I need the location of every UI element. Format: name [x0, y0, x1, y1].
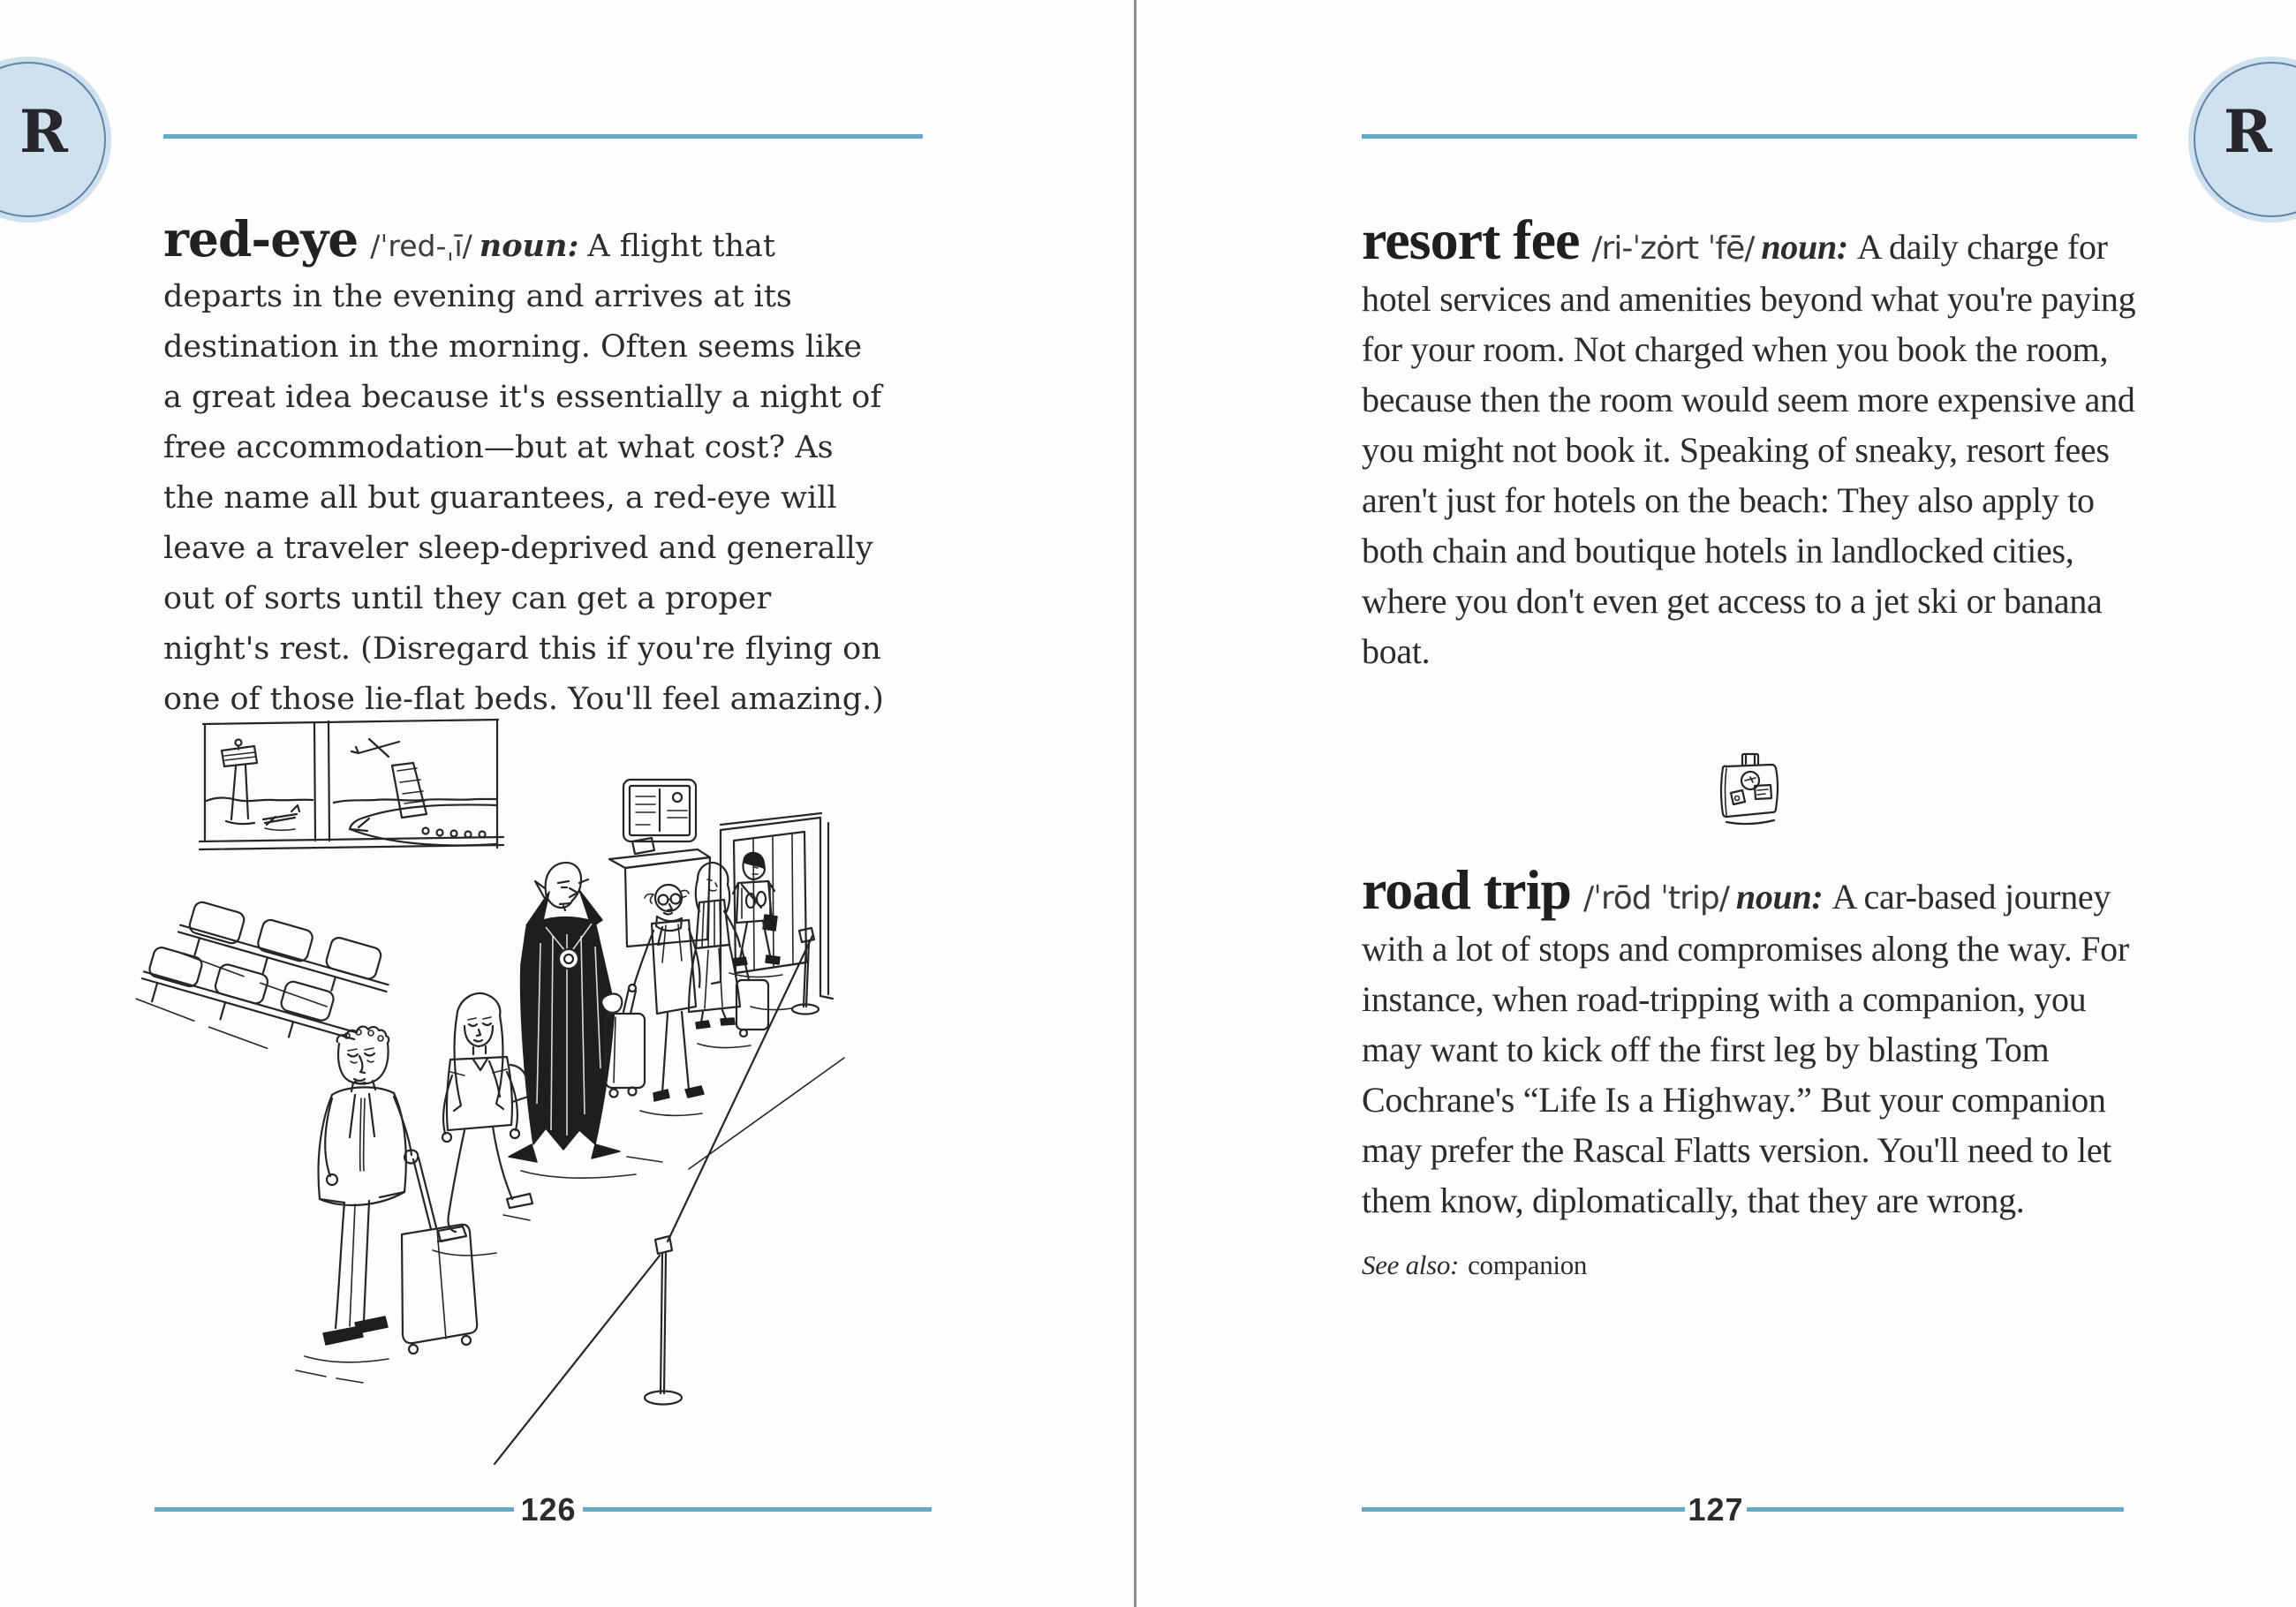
waiting-seats — [133, 888, 397, 1075]
see-also-term: companion — [1468, 1249, 1588, 1280]
tee-shirt-traveler — [729, 853, 782, 977]
jet-on-tarmac — [334, 763, 496, 845]
footer-rule-right-b — [1747, 1507, 2124, 1512]
footer-rule-right-a — [1362, 1507, 1685, 1512]
page-gutter-divider — [1134, 0, 1137, 1607]
floor-scribbles — [751, 1007, 791, 1010]
part-of-speech: noun: — [1761, 227, 1848, 267]
see-also-label: See also: — [1362, 1249, 1460, 1280]
entry-resort-fee — [1362, 208, 2142, 676]
security-archway — [689, 813, 844, 1169]
tired-woman-traveler — [433, 993, 532, 1256]
section-tab-right — [2188, 57, 2296, 223]
pronunciation: /ˈred-ˌī/ — [370, 229, 472, 263]
entry-paragraph — [1362, 208, 2142, 676]
page-number-right: 127 — [1688, 1491, 1744, 1528]
part-of-speech: noun: — [1735, 877, 1824, 917]
footer-rule-left-b — [583, 1507, 932, 1512]
definition-text: A daily charge for hotel services and amenities beyond what you're paying for your room. Not charged when you book the room, because then the room would seem more expensive and you might not book it. Speaking of sneaky, resort fees aren't just for hotels on the beach: They also apply to both chain and boutique hotels in landlocked cities, where you don't even get access to a jet ski or banana boat. — [1362, 227, 2136, 671]
tired-man-traveler — [296, 1027, 418, 1383]
part-of-speech: noun: — [479, 228, 579, 264]
section-letter: R — [19, 97, 68, 166]
control-tower — [207, 740, 313, 825]
headword: road trip — [1362, 858, 1571, 921]
entry-road-trip — [1362, 858, 2142, 1282]
departures-board — [623, 780, 696, 841]
dracula-traveler — [509, 863, 662, 1178]
headword: resort fee — [1362, 208, 1580, 271]
page-number-left: 126 — [520, 1491, 577, 1528]
flying-plane-icon — [351, 739, 399, 757]
definition-text: A car-based journey with a lot of stops and compromises along the way. For instance, when road-tripping with a companion, you may want to kick off the first leg by blasting Tom Cochrane's “Life Is a Highway.” But your companion may prefer the Rascal Flatts version. You'll need to let them know, diplomatically, that they are wrong. — [1362, 877, 2129, 1220]
pronunciation: /ri-ˈzȯrt ˈfē/ — [1591, 230, 1755, 267]
entry-paragraph — [1362, 858, 2142, 1226]
section-tab-left — [0, 57, 111, 223]
striped-shirt-traveler — [689, 863, 768, 1048]
taxiing-plane — [263, 805, 299, 830]
entry-paragraph — [163, 210, 886, 725]
top-rule-right-page — [1362, 134, 2137, 139]
section-letter: R — [2224, 97, 2272, 166]
definition-text: A flight that departs in the evening and arrives at its destination in the morning. Often seems like a great idea because it's essentially a night of free accommodation—but at what cost? As the name all but guarantees, a red-eye will leave a traveler sleep-deprived and generally out of sorts until they can get a proper night's rest. (Disregard this if you're flying on one of those lie-flat beds. You'll feel amazing.) — [163, 229, 884, 717]
airport-redeye-scene-illustration — [132, 715, 927, 1483]
footer-rule-left-a — [155, 1507, 514, 1512]
pronunciation: /ˈrōd ˈtrip/ — [1582, 880, 1729, 917]
top-rule-left-page — [163, 134, 923, 139]
entry-red-eye — [163, 210, 886, 725]
suitcase-stickers-icon — [1716, 751, 1785, 826]
headword: red-eye — [163, 210, 359, 268]
cross-reference — [1362, 1249, 2142, 1282]
